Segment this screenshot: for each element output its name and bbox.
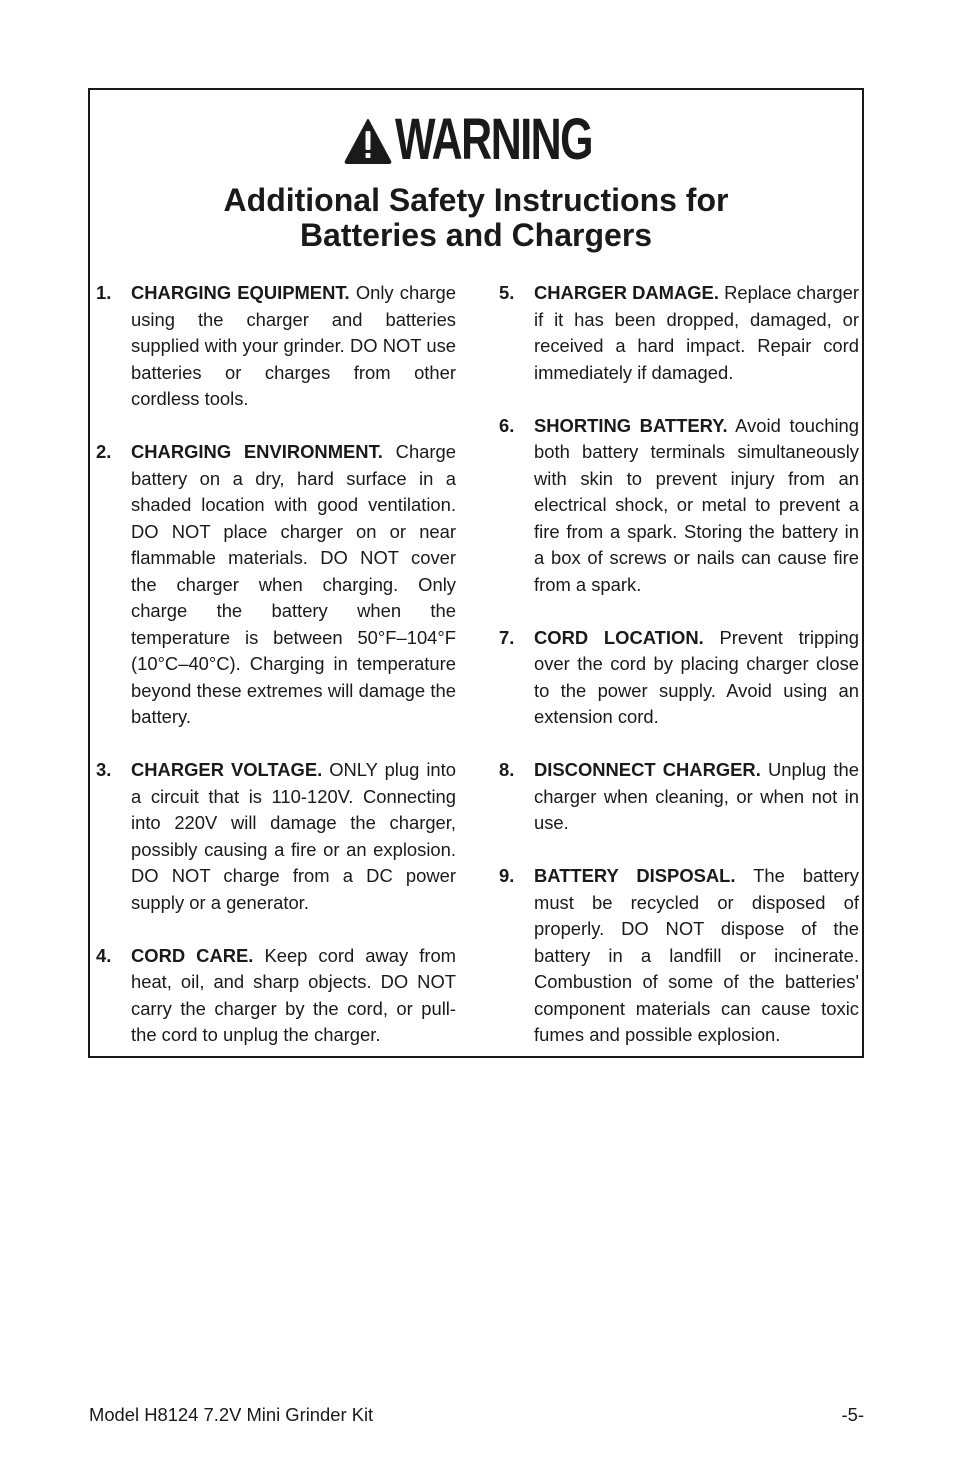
item-text: Charge battery on a dry, hard surface in a shaded location with good ventilation. DO NOT place charger on or near flammable materials. DO NOT cover the charger when charging. Only charge the battery when the temperature is between 50°F–104°F (10°C–40°C). Charging in temperature beyond these extremes will damage the battery. <box>131 441 456 727</box>
title-line-1: Additional Safety Instructions for <box>223 182 729 218</box>
list-item <box>96 439 456 731</box>
item-number: 7. <box>499 626 515 648</box>
list-item <box>499 625 859 731</box>
item-heading: BATTERY DISPOSAL. <box>534 865 736 886</box>
list-item <box>96 943 456 1049</box>
list-item <box>499 757 859 837</box>
item-number: 3. <box>96 759 112 780</box>
item-text: The battery must be recycled or disposed of properly. DO NOT dispose of the battery in a landfill or incinerate. Combustion of some of the batteries' component materials can cause toxic fumes and possible explosion. <box>534 865 859 1045</box>
item-number: 1. <box>96 282 112 303</box>
page-title <box>90 183 862 253</box>
left-column <box>96 280 456 1075</box>
item-body <box>534 863 859 1049</box>
item-text: Unplug the charger when cleaning, or when not in use. <box>534 759 859 833</box>
warning-banner <box>90 107 862 172</box>
item-text: Replace charger if it has been dropped, damaged, or received a hard impact. Repair cord immediately if damaged. <box>534 282 860 383</box>
item-number: 2. <box>96 441 112 462</box>
item-body <box>131 757 456 916</box>
list-item <box>96 757 456 916</box>
item-heading: DISCONNECT CHARGER. <box>534 759 761 780</box>
right-column <box>499 280 859 1075</box>
item-heading: CHARGER VOLTAGE. <box>131 759 323 780</box>
footer-model: Model H8124 7.2V Mini Grinder Kit <box>89 1404 374 1425</box>
item-text: Avoid touching both battery terminals simultaneously with skin to prevent injury from an electrical shock, or metal to prevent a fire from a spark. Storing the battery in a box of screws or nails can cause fire from a spark. <box>534 414 859 595</box>
item-number: 9. <box>499 865 515 886</box>
item-text: Only charge using the charger and batteries supplied with your grinder. DO NOT use batteries or charges from other cordless tools. <box>131 282 456 409</box>
footer-page-number: -5- <box>841 1404 864 1425</box>
list-item <box>96 280 456 413</box>
item-heading: CORD CARE. <box>131 944 254 966</box>
item-number: 4. <box>96 944 112 966</box>
list-item <box>499 280 859 386</box>
warning-triangle-icon <box>343 117 393 165</box>
item-body <box>534 625 859 731</box>
warning-word: WARNING <box>394 107 592 172</box>
item-body <box>534 413 859 599</box>
item-heading: SHORTING BATTERY. <box>534 414 728 436</box>
item-text: Prevent tripping over the cord by placing charger close to the power supply. Avoid using an extension cord. <box>534 626 859 727</box>
item-text: Keep cord away from heat, oil, and sharp objects. DO NOT carry the charger by the cord, or pull- the cord to unplug the charger. <box>131 944 456 1045</box>
item-number: 6. <box>499 414 515 436</box>
item-heading: CORD LOCATION. <box>534 626 704 648</box>
item-body <box>131 943 456 1049</box>
item-heading: CHARGER DAMAGE. <box>534 282 719 303</box>
item-body <box>534 280 859 386</box>
item-body <box>131 280 456 413</box>
item-text: ONLY plug into a circuit that is 110-120V. Connecting into 220V will damage the charger, possibly causing a fire or an explosion. DO NOT charge from a DC power supply or a generator. <box>131 759 456 913</box>
item-heading: CHARGING ENVIRONMENT. <box>131 441 383 462</box>
warning-box <box>88 88 864 1058</box>
item-number: 8. <box>499 759 515 780</box>
item-heading: CHARGING EQUIPMENT. <box>131 282 350 303</box>
title-line-2: Batteries and Chargers <box>299 217 653 253</box>
list-item <box>499 413 859 599</box>
item-number: 5. <box>499 282 515 303</box>
item-body <box>131 439 456 731</box>
item-body <box>534 757 859 837</box>
list-item <box>499 863 859 1049</box>
